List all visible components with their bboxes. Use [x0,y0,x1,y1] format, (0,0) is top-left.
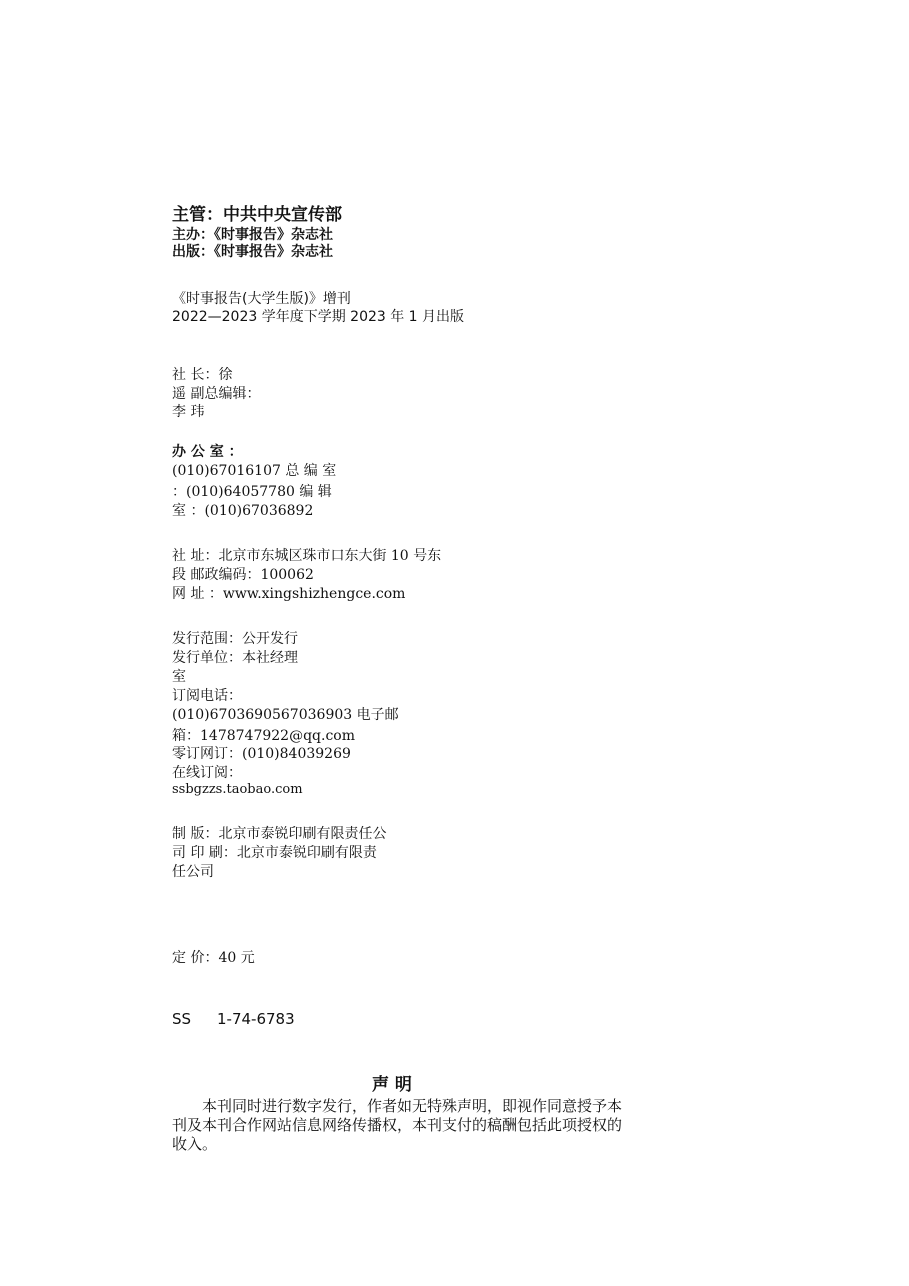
website-line: 网 址 ：www.xingshizhengce.com [172,586,406,602]
distribution-line-3: 室 [172,669,186,685]
online-subscription-label: 在线订阅： [172,765,242,781]
distribution-line-2: 发行单位：本社经理 [172,650,298,666]
notice-title: 声 明 [372,1075,412,1095]
issue-title: 《时事报告(大学生版)》增刊 [172,291,351,307]
printing-line-1: 制 版：北京市泰锐印刷有限责任公 [172,826,387,842]
address-line-2: 段 邮政编码：100062 [172,567,314,583]
offices-line-2: (010)67016107 总 编 室 [172,463,337,479]
organizer-line: 主办：《时事报告》杂志社 [172,227,333,243]
printing-line-2: 司 印 刷：北京市泰锐印刷有限责 [172,845,377,861]
staff-line-3: 李 玮 [172,404,205,420]
issue-date: 2022—2023 学年度下学期 2023 年 1 月出版 [172,309,465,325]
serial-number: 1-74-6783 [217,1010,295,1028]
online-store-url: ssbgzzs.taobao.com [172,782,303,797]
distribution-line-1: 发行范围：公开发行 [172,631,298,647]
address-line-1: 社 址：北京市东城区珠市口东大街 10 号东 [172,548,442,564]
offices-line-3: ：(010)64057780 编 辑 [172,484,332,500]
distribution-line-4: 订阅电话： [172,688,242,704]
staff-line-1: 社 长：徐 [172,367,233,383]
offices-line-1: 办 公 室 ： [172,444,243,460]
subscription-phone: (010)6703690567036903 电子邮 [172,707,399,723]
serial-prefix: SS [172,1010,192,1028]
retail-order-phone: 零订网订：(010)84039269 [172,746,351,762]
publisher-line: 出版：《时事报告》杂志社 [172,244,333,260]
contact-email: 箱：1478747922@qq.com [172,728,355,744]
staff-line-2: 遥 副总编辑： [172,386,261,402]
supervisor-line: 主管：中共中央宣传部 [172,205,342,225]
printing-line-3: 任公司 [172,864,214,880]
notice-body: 本刊同时进行数字发行，作者如无特殊声明，即视作同意授予本刊及本刊合作网站信息网络传播权，本刊支付的稿酬包括此项授权的收入。 [172,1097,623,1153]
price-line: 定 价：40 元 [172,950,255,966]
offices-line-4: 室 ：(010)67036892 [172,503,314,519]
